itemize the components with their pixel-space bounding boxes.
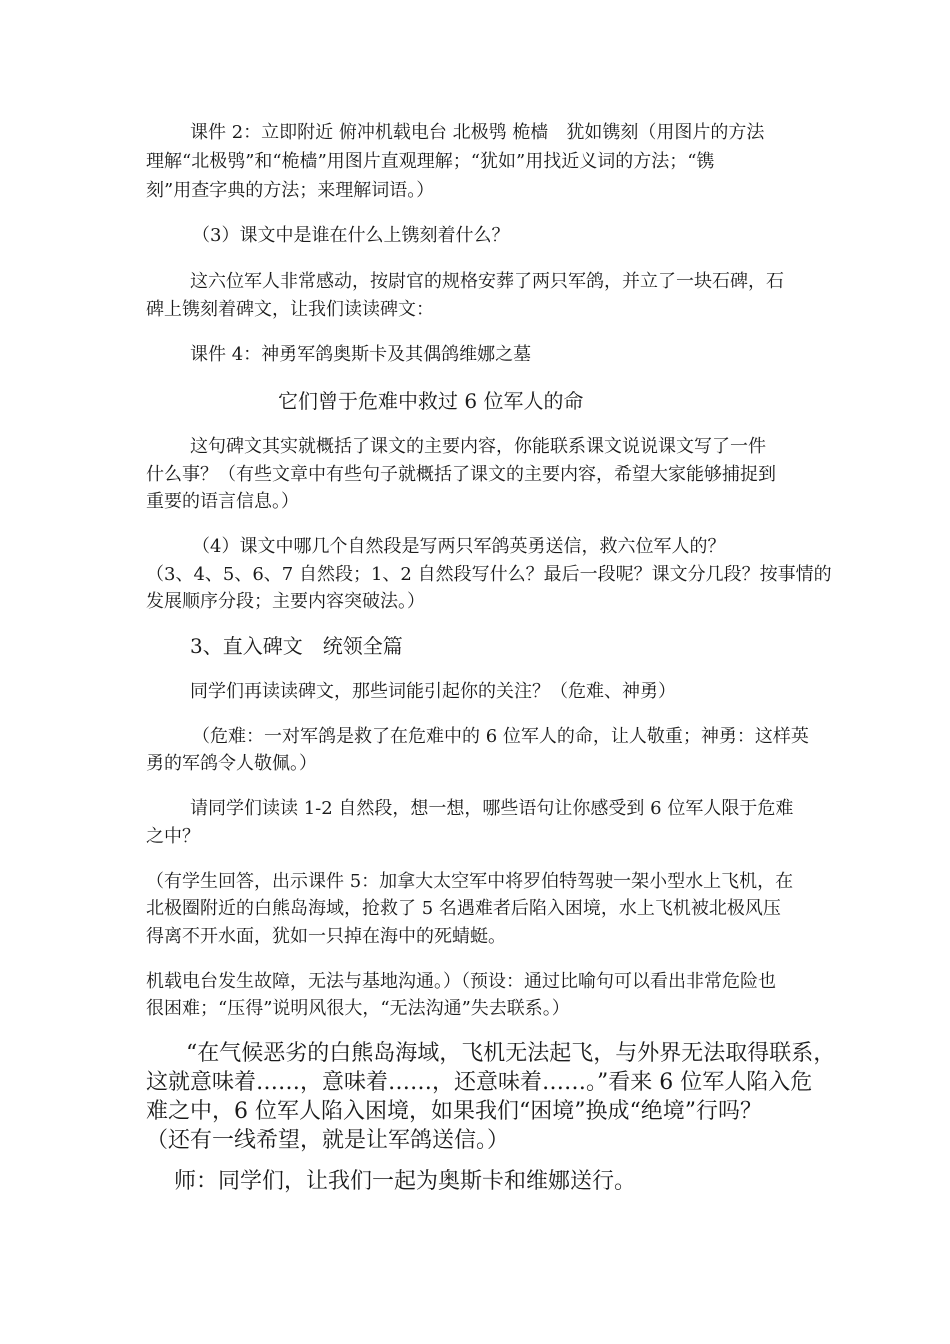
- quote-line: 这就意味着……，意味着……，还意味着……。”看来 6 位军人陷入危: [146, 1070, 813, 1095]
- paragraph-line: （4）课文中哪几个自然段是写两只军鸽英勇送信，救六位军人的？: [192, 536, 726, 557]
- paragraph-line: 师：同学们，让我们一起为奥斯卡和维娜送行。: [174, 1169, 637, 1194]
- paragraph-line: 之中？: [146, 826, 200, 847]
- paragraph-line: 课件 4：神勇军鸽奥斯卡及其偶鸽维娜之墓: [190, 344, 532, 365]
- paragraph-line: （有学生回答，出示课件 5：加拿大太空军中将罗伯特驾驶一架小型水上飞机，在: [146, 871, 794, 892]
- section-heading: 3、直入碑文 统领全篇: [190, 634, 403, 658]
- paragraph-line: 同学们再读读碑文，那些词能引起你的关注？（危难、神勇）: [190, 681, 676, 702]
- paragraph-line: （危难：一对军鸽是救了在危难中的 6 位军人的命，让人敬重；神勇：这样英: [192, 726, 809, 747]
- paragraph-line: 请同学们读读 1-2 自然段，想一想，哪些语句让你感受到 6 位军人限于危难: [190, 798, 794, 819]
- paragraph-line: 很困难；“压得”说明风很大，“无法沟通”失去联系。）: [146, 998, 570, 1019]
- paragraph-line: 重要的语言信息。）: [146, 491, 299, 512]
- quote-line: （还有一线希望，就是让军鸽送信。）: [146, 1128, 510, 1153]
- paragraph-line: （3、4、5、6、7 自然段；1、2 自然段写什么？最后一段呢？课文分几段？按事情的: [146, 564, 832, 585]
- quote-line: “在气候恶劣的白熊岛海域，飞机无法起飞，与外界无法取得联系，: [186, 1041, 836, 1066]
- paragraph-line: 这句碑文其实就概括了课文的主要内容，你能联系课文说说课文写了一件: [190, 436, 766, 457]
- epitaph-line: 它们曾于危难中救过 6 位军人的命: [278, 389, 584, 413]
- paragraph-line: （3）课文中是谁在什么上镌刻着什么？: [192, 225, 510, 246]
- paragraph-line: 机载电台发生故障，无法与基地沟通。）（预设：通过比喻句可以看出非常危险也: [146, 971, 776, 992]
- paragraph-line: 发展顺序分段；主要内容突破法。）: [146, 591, 425, 612]
- paragraph-line: 课件 2：立即附近 俯冲机载电台 北极鸮 桅樯 犹如镌刻（用图片的方法: [190, 122, 765, 143]
- paragraph-line: 理解“北极鸮”和“桅樯”用图片直观理解；“犹如”用找近义词的方法；“镌: [146, 151, 715, 172]
- paragraph-line: 这六位军人非常感动，按尉官的规格安葬了两只军鸽，并立了一块石碑，石: [190, 271, 784, 292]
- paragraph-line: 什么事？（有些文章中有些句子就概括了课文的主要内容，希望大家能够捕捉到: [146, 464, 776, 485]
- paragraph-line: 北极圈附近的白熊岛海域，抢救了 5 名遇难者后陷入困境，水上飞机被北极风压: [146, 898, 781, 919]
- paragraph-line: 勇的军鸽令人敬佩。）: [146, 753, 317, 774]
- paragraph-line: 碑上镌刻着碑文，让我们读读碑文：: [146, 299, 434, 320]
- paragraph-line: 得离不开水面，犹如一只掉在海中的死蜻蜓。: [146, 926, 506, 947]
- paragraph-line: 刻”用查字典的方法；来理解词语。）: [146, 180, 435, 201]
- quote-line: 难之中，6 位军人陷入困境，如果我们“困境”换成“绝境”行吗？: [146, 1099, 762, 1124]
